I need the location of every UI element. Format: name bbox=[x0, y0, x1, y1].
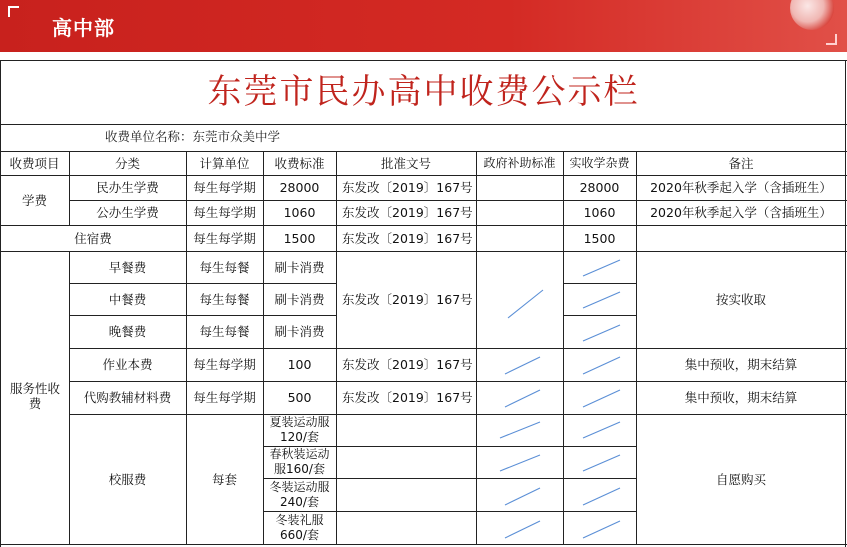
school-name-line: 收费单位名称：东莞市众美中学 bbox=[105, 129, 281, 144]
slash-mark bbox=[508, 290, 543, 318]
uniform-formal-label: 冬装礼服660/套 bbox=[275, 512, 324, 542]
uniform-spring-autumn-label: 春秋装运动服160/套 bbox=[269, 447, 330, 476]
homework-type: 作业本费 bbox=[102, 357, 153, 372]
header-banner bbox=[0, 0, 847, 52]
grid-line bbox=[0, 544, 847, 545]
tuition-private-approval: 东发改〔2019〕167号 bbox=[342, 180, 473, 195]
service-category bbox=[4, 251, 66, 541]
meal-breakfast-standard: 刷卡消费 bbox=[274, 259, 325, 275]
meal-breakfast-type: 早餐费 bbox=[108, 259, 147, 275]
service-category-label: 服务性收费 bbox=[9, 381, 60, 411]
slash-mark bbox=[505, 488, 540, 505]
slash-mark bbox=[583, 422, 620, 438]
grid-line bbox=[0, 124, 847, 125]
slash-mark bbox=[583, 325, 620, 341]
header-subsidy: 政府补助标准 bbox=[483, 155, 556, 170]
slash-mark bbox=[583, 357, 620, 374]
uniform-summer-label: 夏装运动服120/套 bbox=[269, 415, 330, 444]
header-standard: 收费标准 bbox=[274, 155, 325, 171]
tuition-public-type: 公办生学费 bbox=[96, 205, 159, 220]
grid-line bbox=[476, 151, 477, 544]
tuition-private-standard: 28000 bbox=[279, 180, 320, 195]
slash-mark bbox=[583, 455, 620, 471]
materials-unit: 每生每学期 bbox=[193, 390, 256, 405]
meal-dinner-unit: 每生每餐 bbox=[199, 324, 250, 339]
meal-breakfast-unit: 每生每餐 bbox=[199, 259, 250, 275]
lodging-actual: 1500 bbox=[583, 230, 616, 246]
homework-note: 集中预收，期末结算 bbox=[684, 357, 798, 372]
lodging-unit: 每生每学期 bbox=[193, 230, 256, 246]
meal-lunch-type: 中餐费 bbox=[108, 291, 147, 307]
meal-lunch-standard: 刷卡消费 bbox=[274, 291, 325, 307]
slash-mark bbox=[505, 390, 540, 407]
uniform-formal bbox=[263, 511, 336, 544]
tuition-public-note: 2020年秋季起入学（含插班生） bbox=[650, 205, 832, 220]
uniform-summer bbox=[263, 414, 336, 446]
materials-note: 集中预收，期末结算 bbox=[684, 390, 798, 405]
header-approval: 批准文号 bbox=[380, 155, 431, 171]
lodging-approval: 东发改〔2019〕167号 bbox=[342, 230, 473, 246]
tuition-private-actual: 28000 bbox=[579, 180, 620, 195]
section-title: 高中部 bbox=[52, 16, 115, 40]
slash-mark bbox=[500, 455, 540, 471]
header-item: 收费项目 bbox=[9, 155, 60, 171]
slash-mark bbox=[583, 521, 620, 538]
slash-mark bbox=[583, 390, 620, 407]
corner-bracket-icon bbox=[8, 6, 19, 17]
grid-line bbox=[563, 283, 636, 284]
tuition-private-unit: 每生每学期 bbox=[193, 180, 256, 195]
uniform-unit: 每套 bbox=[211, 471, 237, 487]
page-title: 东莞市民办高中收费公示栏 bbox=[207, 72, 640, 112]
header-note: 备注 bbox=[728, 155, 754, 171]
slash-mark bbox=[583, 292, 620, 308]
meal-approval: 东发改〔2019〕167号 bbox=[342, 292, 473, 307]
tuition-private-type: 民办生学费 bbox=[96, 180, 159, 195]
materials-type: 代购教辅材料费 bbox=[83, 390, 172, 405]
homework-unit: 每生每学期 bbox=[193, 357, 256, 372]
tuition-private-note: 2020年秋季起入学（含插班生） bbox=[650, 180, 832, 195]
uniform-type: 校服费 bbox=[108, 471, 147, 487]
slash-mark bbox=[583, 488, 620, 505]
slash-mark bbox=[505, 357, 540, 374]
meal-dinner-standard: 刷卡消费 bbox=[274, 324, 325, 339]
meal-lunch-unit: 每生每餐 bbox=[199, 291, 250, 307]
slash-mark bbox=[505, 521, 540, 538]
lodging-type: 住宿费 bbox=[74, 230, 112, 246]
header-actual: 实收学杂费 bbox=[569, 155, 630, 170]
header-category: 分类 bbox=[114, 155, 140, 171]
slash-mark bbox=[583, 260, 620, 276]
lodging-standard: 1500 bbox=[283, 230, 316, 246]
materials-standard: 500 bbox=[287, 390, 312, 405]
decorative-flower-icon bbox=[790, 0, 834, 30]
tuition-category: 学费 bbox=[21, 192, 47, 208]
uniform-winter bbox=[263, 478, 336, 511]
corner-bracket-icon bbox=[826, 34, 837, 45]
uniform-winter-label: 冬装运动服240/套 bbox=[269, 479, 330, 509]
homework-standard: 100 bbox=[287, 357, 312, 372]
tuition-public-approval: 东发改〔2019〕167号 bbox=[342, 205, 473, 220]
meal-dinner-type: 晚餐费 bbox=[108, 324, 147, 339]
grid-line bbox=[0, 60, 1, 547]
tuition-public-standard: 1060 bbox=[283, 205, 316, 220]
grid-line bbox=[563, 315, 636, 316]
homework-approval: 东发改〔2019〕167号 bbox=[342, 357, 473, 372]
tuition-public-unit: 每生每学期 bbox=[193, 205, 256, 220]
materials-approval: 东发改〔2019〕167号 bbox=[342, 390, 473, 405]
slash-mark bbox=[500, 422, 540, 438]
header-unit: 计算单位 bbox=[199, 155, 250, 171]
meal-note: 按实收取 bbox=[715, 292, 766, 307]
tuition-public-actual: 1060 bbox=[583, 205, 616, 220]
uniform-note: 自愿购买 bbox=[715, 471, 766, 487]
grid-line bbox=[0, 60, 847, 61]
uniform-spring-autumn bbox=[263, 446, 336, 478]
